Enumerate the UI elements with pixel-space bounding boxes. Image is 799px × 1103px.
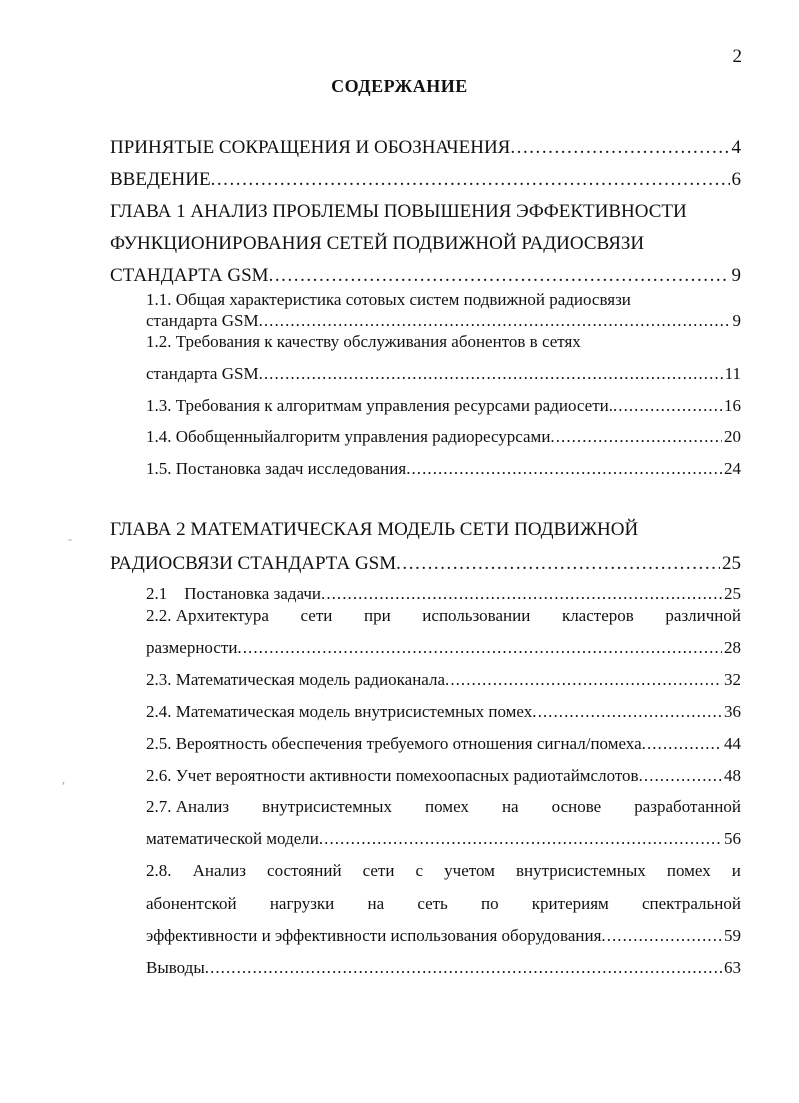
toc-page-number: 11 xyxy=(724,364,741,383)
toc-page-number: 48 xyxy=(724,766,741,785)
toc-entry-text: 2.3. Математическая модель радиоканала xyxy=(146,670,446,689)
toc-entry-text: размерности xyxy=(146,638,238,657)
dot-leader xyxy=(601,926,722,946)
toc-entry-2-3 xyxy=(146,670,741,690)
toc-entry-text: стандарта GSM xyxy=(146,364,259,383)
toc-word: с xyxy=(415,861,424,880)
toc-word: на xyxy=(501,797,519,816)
toc-word: 2.7. Анализ xyxy=(146,797,230,816)
toc-word: помех xyxy=(425,797,469,816)
toc-word: состояний xyxy=(267,861,342,880)
toc-page-number: 16 xyxy=(724,396,741,415)
toc-word: сети xyxy=(300,606,333,625)
toc-entry-text: 1.5. Постановка задач исследования xyxy=(146,459,407,478)
toc-entry-text: 2.4. Математическая модель внутрисистемных помех xyxy=(146,702,533,721)
toc-word: сети xyxy=(362,861,395,880)
toc-word: при xyxy=(363,606,391,625)
toc-entry-2-8 xyxy=(146,926,741,946)
toc-entry-text: СТАНДАРТА GSM xyxy=(110,265,269,286)
toc-entry-text: 2.5. Вероятность обеспечения требуемого отношения сигнал/помеха xyxy=(146,734,642,753)
toc-page-number: 6 xyxy=(731,169,741,190)
dot-leader xyxy=(211,169,730,191)
toc-entry-introduction xyxy=(110,169,741,191)
toc-entry-text: 2.1 Постановка задачи xyxy=(146,584,322,603)
toc-page-number: 9 xyxy=(732,311,741,330)
toc-entry-text: стандарта GSM xyxy=(146,311,259,330)
toc-entry-2-4 xyxy=(146,702,741,722)
toc-entry-text: математической модели xyxy=(146,829,319,848)
toc-page-number: 44 xyxy=(724,734,741,753)
toc-section-2-7-line1 xyxy=(146,797,741,817)
toc-entry-1-4 xyxy=(146,427,741,447)
toc-section-2-8-line2 xyxy=(146,894,741,914)
toc-word: критериям xyxy=(531,894,609,913)
toc-word: и xyxy=(731,861,741,880)
toc-entry-2-7 xyxy=(146,829,741,849)
toc-word: различной xyxy=(665,606,741,625)
toc-word: 2.8. xyxy=(146,861,172,880)
dot-leader xyxy=(406,459,722,479)
dot-leader xyxy=(237,638,722,658)
toc-entry-1-3 xyxy=(146,396,741,416)
toc-entry-text: эффективности и эффективности использования оборудования xyxy=(146,926,602,945)
toc-entry-text: РАДИОСВЯЗИ СТАНДАРТА GSM xyxy=(110,553,397,574)
toc-entry-1-1 xyxy=(146,311,741,331)
toc-entry-2-1 xyxy=(146,584,741,604)
dot-leader xyxy=(550,427,722,447)
dot-leader xyxy=(510,137,729,159)
dot-leader xyxy=(639,766,722,786)
toc-page-number: 63 xyxy=(724,958,741,977)
toc-entry-abbreviations xyxy=(110,137,741,159)
toc-entry-2-6 xyxy=(146,766,741,786)
dot-leader xyxy=(259,311,731,331)
toc-word: основе xyxy=(551,797,602,816)
toc-word: внутрисистемных xyxy=(262,797,392,816)
dot-leader xyxy=(319,829,722,849)
page-number: 2 xyxy=(732,46,742,67)
toc-chapter1-line2: ФУНКЦИОНИРОВАНИЯ СЕТЕЙ ПОДВИЖНОЙ РАДИОСВЯЗИ xyxy=(110,233,645,254)
toc-page-number: 36 xyxy=(724,702,741,721)
toc-entry-text: 1.4. Обобщенныйалгоритм управления радиоресурсами xyxy=(146,427,551,446)
toc-entry-2-5 xyxy=(146,734,741,754)
toc-word: Анализ xyxy=(192,861,246,880)
toc-entry-2-2 xyxy=(146,638,741,658)
toc-entry-text: ВВЕДЕНИЕ xyxy=(110,169,211,190)
dot-leader xyxy=(642,734,722,754)
toc-page-number: 4 xyxy=(731,137,741,158)
dot-leader xyxy=(269,265,730,287)
toc-word: на xyxy=(367,894,385,913)
toc-entry-1-2 xyxy=(146,364,741,384)
dot-leader xyxy=(613,396,722,416)
toc-page-number: 24 xyxy=(724,459,741,478)
toc-word: 2.2. Архитектура xyxy=(146,606,269,625)
toc-word: спектральной xyxy=(641,894,741,913)
toc-section-2-8-line1 xyxy=(146,861,741,881)
page-title: СОДЕРЖАНИЕ xyxy=(331,76,468,96)
toc-word: внутрисистемных xyxy=(515,861,646,880)
dot-leader xyxy=(396,553,720,575)
toc-entry-chapter2 xyxy=(110,553,741,575)
margin-mark: , xyxy=(62,772,65,786)
toc-section-1-1-line1: 1.1. Общая характеристика сотовых систем подвижной радиосвязи xyxy=(146,290,631,309)
toc-word: учетом xyxy=(444,861,495,880)
toc-page-number: 25 xyxy=(722,553,741,574)
toc-chapter1-line1: ГЛАВА 1 АНАЛИЗ ПРОБЛЕМЫ ПОВЫШЕНИЯ ЭФФЕКТИВНОСТИ xyxy=(110,201,687,222)
toc-entry-text: ПРИНЯТЫЕ СОКРАЩЕНИЯ И ОБОЗНАЧЕНИЯ xyxy=(110,137,511,158)
toc-word: помех xyxy=(666,861,711,880)
toc-word: кластеров xyxy=(561,606,634,625)
toc-page-number: 9 xyxy=(731,265,741,286)
toc-word: использовании xyxy=(422,606,531,625)
toc-entry-conclusions xyxy=(146,958,741,978)
dot-leader xyxy=(445,670,722,690)
dot-leader xyxy=(321,584,722,604)
toc-word: по xyxy=(480,894,499,913)
toc-section-2-2-line1 xyxy=(146,606,741,626)
toc-entry-text: Выводы xyxy=(146,958,205,977)
toc-word: сеть xyxy=(417,894,448,913)
toc-entry-chapter1 xyxy=(110,265,741,287)
toc-page-number: 59 xyxy=(724,926,741,945)
dot-leader xyxy=(259,364,723,384)
toc-page-number: 32 xyxy=(724,670,741,689)
dot-leader xyxy=(205,958,722,978)
toc-page-number: 25 xyxy=(724,584,741,603)
toc-entry-text: 2.6. Учет вероятности активности помехоопасных радиотаймслотов xyxy=(146,766,639,785)
toc-entry-1-5 xyxy=(146,459,741,479)
toc-entry-text: 1.3. Требования к алгоритмам управления ресурсами радиосети. xyxy=(146,396,613,415)
toc-section-1-2-line1: 1.2. Требования к качеству обслуживания абонентов в сетях xyxy=(146,332,581,351)
margin-mark: - xyxy=(68,532,72,546)
toc-page-number: 56 xyxy=(724,829,741,848)
dot-leader xyxy=(532,702,722,722)
toc-word: нагрузки xyxy=(269,894,335,913)
toc-chapter2-line1: ГЛАВА 2 МАТЕМАТИЧЕСКАЯ МОДЕЛЬ СЕТИ ПОДВИЖНОЙ xyxy=(110,519,639,540)
toc-word: разработанной xyxy=(634,797,741,816)
toc-word: абонентской xyxy=(146,894,237,913)
toc-page-number: 20 xyxy=(724,427,741,446)
toc-page-number: 28 xyxy=(724,638,741,657)
